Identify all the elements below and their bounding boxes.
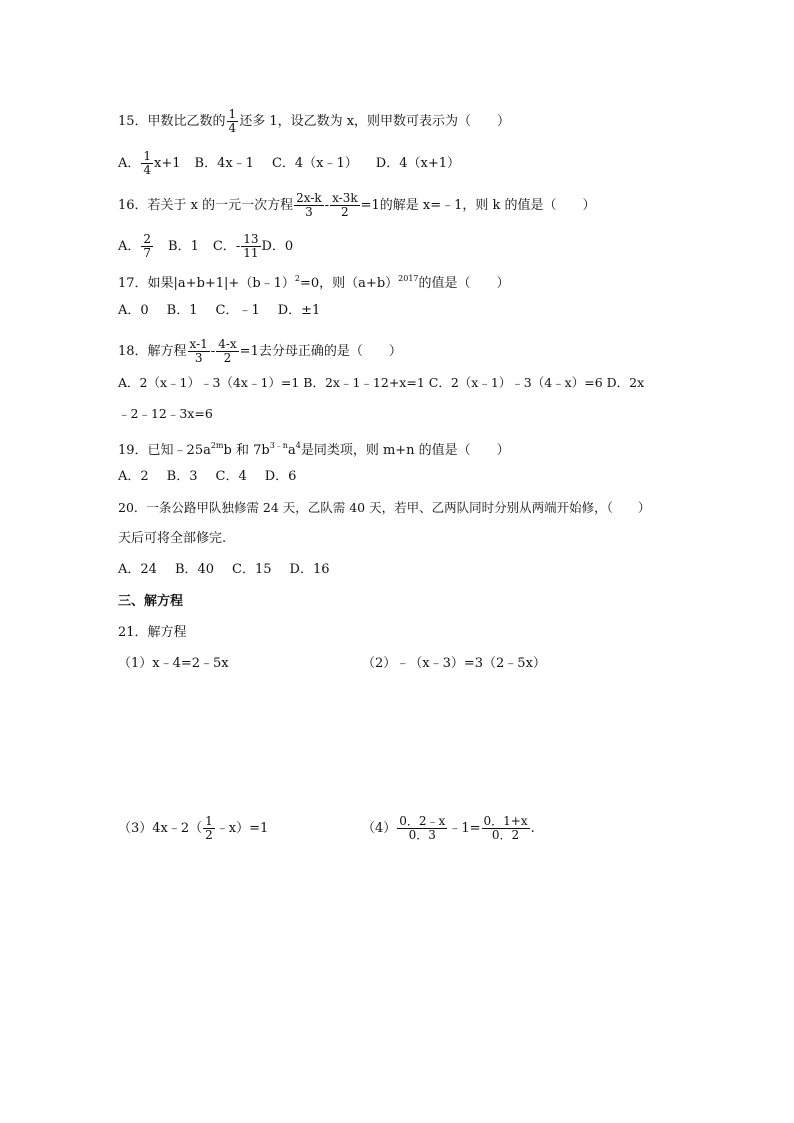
q17-sup-1: 2 bbox=[294, 274, 301, 283]
q21-part-3 bbox=[118, 815, 268, 842]
q21-p4-fraction-1 bbox=[397, 815, 447, 842]
q16-text-b: =1的解是 x=﹣1，则 k 的值是（ ） bbox=[360, 198, 596, 213]
q21-p4-f2-num: 0．1+x bbox=[483, 814, 528, 828]
q20-line-1: 20．一条公路甲队独修需 24 天，乙队需 40 天，若甲、乙两队同时分别从两端开始修，（ ） bbox=[118, 500, 651, 515]
q18-f2-num: 4-x bbox=[218, 337, 237, 351]
q21-p3-fraction bbox=[203, 815, 215, 842]
q18-f2-den: 2 bbox=[223, 351, 232, 365]
q16-opt-c-sign: - bbox=[235, 239, 241, 254]
q15-opt-a-rest: x+1 bbox=[154, 156, 181, 171]
q19-sup-1: 2m bbox=[210, 441, 224, 450]
q16-text-a: 16．若关于 x 的一元一次方程 bbox=[118, 198, 294, 213]
q19-text-a: 19．已知﹣25a bbox=[118, 443, 211, 458]
q18-text-b: =1去分母正确的是（ ） bbox=[239, 344, 402, 359]
q15-opt-a-fraction bbox=[141, 150, 153, 177]
q16-opt-a-num: 2 bbox=[143, 232, 152, 246]
q16-option-c bbox=[213, 233, 262, 260]
q21-part-4 bbox=[362, 815, 535, 842]
q21-p4-text-a: （4） bbox=[362, 821, 397, 836]
q15-option-b: B．4x﹣1 bbox=[194, 156, 254, 171]
q16-f2-num: x-3k bbox=[332, 191, 358, 205]
q19-option-b: B．3 bbox=[166, 469, 198, 484]
q15-text-a: 15．甲数比乙数的 bbox=[118, 114, 226, 129]
q20-line-2: 天后可将全部修完. bbox=[118, 531, 227, 546]
q17-option-c: C．﹣1 bbox=[215, 303, 260, 318]
q15-option-a bbox=[118, 150, 181, 177]
q16-f2-den: 2 bbox=[341, 205, 349, 219]
q17-text-a: 17．如果|a+b+1|+（b﹣1） bbox=[118, 276, 295, 291]
q18-minus: - bbox=[210, 344, 216, 359]
q21-p4-end: . bbox=[530, 821, 535, 836]
question-19-options bbox=[118, 468, 314, 486]
q18-fraction-1 bbox=[188, 338, 210, 365]
q15-opt-a-den: 4 bbox=[143, 163, 152, 177]
q21-p3-text-b: ﹣x）=1 bbox=[215, 821, 269, 836]
q19-text-b: b 和 7b bbox=[223, 443, 270, 458]
q19-text-c: a bbox=[287, 443, 296, 458]
question-20-options bbox=[118, 561, 348, 579]
q18-options-line-1: A．2（x﹣1）﹣3（4x﹣1）=1 B．2x﹣1﹣12+x=1 C．2（x﹣1）﹣3（4﹣x）=6 D．2x bbox=[118, 375, 645, 390]
q16-option-a bbox=[118, 233, 154, 260]
question-15-stem bbox=[118, 108, 510, 135]
q21-p4-mid: ﹣1= bbox=[448, 821, 481, 836]
q18-f1-den: 3 bbox=[194, 351, 203, 365]
q21-p4-f1-den: 0．3 bbox=[408, 828, 436, 842]
q19-text-d: 是同类项，则 m+n 的值是（ ） bbox=[300, 443, 510, 458]
q16-opt-a-label: A． bbox=[118, 239, 141, 254]
q16-opt-c-label: C． bbox=[212, 239, 236, 254]
q21-p3-num: 1 bbox=[205, 814, 213, 828]
q15-opt-a-label: A． bbox=[118, 156, 141, 171]
q21-part-2: （2）﹣（x﹣3）=3（2﹣5x） bbox=[362, 656, 546, 671]
q16-opt-c-fraction bbox=[241, 233, 260, 260]
q21-p4-f2-den: 0．2 bbox=[491, 828, 520, 842]
q15-option-d: D．4（x+1） bbox=[375, 156, 460, 171]
q19-option-d: D．6 bbox=[264, 469, 297, 484]
q20-option-d: D．16 bbox=[289, 562, 330, 577]
q19-sup-3: 4 bbox=[295, 441, 301, 450]
q18-fraction-2 bbox=[216, 338, 238, 365]
question-17-options bbox=[118, 302, 338, 320]
q18-options-line-2: ﹣2﹣12﹣3x=6 bbox=[118, 406, 213, 421]
q15-opt-a-num: 1 bbox=[143, 149, 152, 163]
q16-opt-a-fraction bbox=[141, 233, 153, 260]
question-18-stem bbox=[118, 338, 402, 365]
q16-option-b: B．1 bbox=[168, 239, 199, 254]
q21-p4-fraction-2 bbox=[482, 815, 530, 842]
q15-option-c: C．4（x﹣1） bbox=[271, 156, 358, 171]
q17-text-c: 的值是（ ） bbox=[418, 276, 510, 291]
q21-p4-f1-num: 0．2﹣x bbox=[399, 814, 446, 828]
q17-option-d: D．±1 bbox=[277, 303, 321, 318]
q15-fraction bbox=[227, 108, 239, 135]
question-17-stem bbox=[118, 270, 510, 293]
question-21-stem: 21．解方程 bbox=[118, 625, 187, 640]
q16-opt-a-den: 7 bbox=[143, 246, 152, 260]
q17-option-b: B．1 bbox=[166, 303, 198, 318]
question-19-stem bbox=[118, 437, 510, 460]
q19-option-a: A．2 bbox=[118, 469, 149, 484]
q15-text-b: 还多 1，设乙数为 x，则甲数可表示为（ ） bbox=[239, 114, 511, 129]
q16-opt-c-den: 11 bbox=[243, 246, 259, 260]
q16-option-d: D．0 bbox=[261, 239, 294, 254]
q19-option-c: C．4 bbox=[215, 469, 247, 484]
question-16-options bbox=[118, 233, 311, 260]
q20-option-b: B．40 bbox=[174, 562, 215, 577]
q17-option-a: A．0 bbox=[118, 303, 149, 318]
question-16-stem bbox=[118, 192, 596, 219]
q16-opt-c-num: 13 bbox=[243, 232, 259, 246]
q16-fraction-1 bbox=[294, 192, 324, 219]
q15-fraction-den: 4 bbox=[228, 121, 237, 135]
q21-p3-text-a: （3）4x﹣2（ bbox=[118, 821, 203, 836]
q19-sup-2: 3﹣n bbox=[269, 441, 288, 450]
q17-text-b: =0，则（a+b） bbox=[300, 276, 399, 291]
q16-minus: - bbox=[324, 198, 330, 213]
q18-text-a: 18．解方程 bbox=[118, 344, 187, 359]
q16-fraction-2 bbox=[330, 192, 360, 219]
section-3-title: 三、解方程 bbox=[118, 594, 184, 609]
q21-p3-den: 2 bbox=[205, 828, 213, 842]
q20-option-c: C．15 bbox=[232, 562, 272, 577]
q17-sup-2: 2017 bbox=[398, 274, 419, 283]
q16-f1-den: 3 bbox=[305, 205, 313, 219]
q18-f1-num: x-1 bbox=[189, 337, 208, 351]
q16-f1-num: 2x-k bbox=[296, 191, 322, 205]
q15-fraction-num: 1 bbox=[228, 107, 237, 121]
q21-part-1: （1）x﹣4=2﹣5x bbox=[118, 656, 229, 671]
q20-option-a: A．24 bbox=[118, 562, 157, 577]
question-15-options bbox=[118, 150, 478, 177]
